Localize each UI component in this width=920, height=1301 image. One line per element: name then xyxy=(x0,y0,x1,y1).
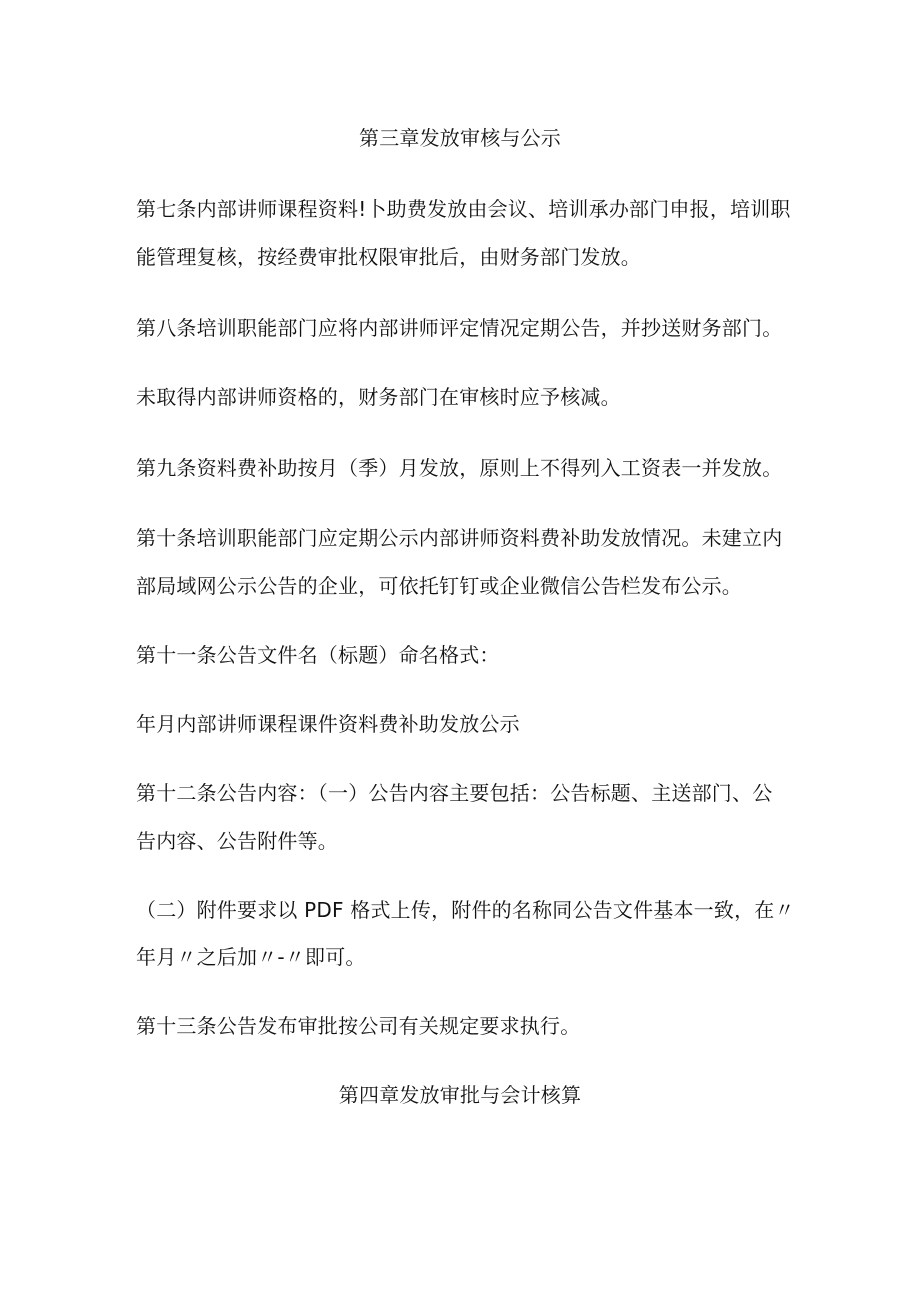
article-8-line-2: 未取得内部讲师资格的，财务部门在审核时应予核减。 xyxy=(136,385,621,409)
article-12-line-4: 年月〃之后加〃-〃即可。 xyxy=(136,945,366,969)
article-11-line-2: 年月内部讲师课程课件资料费补助发放公示 xyxy=(136,712,520,736)
article-9-line-1: 第九条资料费补助按月（季）月发放，原则上不得列入工资表一并发放。 xyxy=(136,456,783,480)
article-12-line-2: 告内容、公告附件等。 xyxy=(136,829,338,853)
chapter-3-title: 第三章发放审核与公示 xyxy=(359,126,561,150)
article-7-line-1: 第七条内部讲师课程资料!卜助费发放由会议、培训承办部门申报，培训职 xyxy=(136,197,791,221)
article-12-line-1: 第十二条公告内容：（一）公告内容主要包括：公告标题、主送部门、公 xyxy=(136,781,773,805)
article-10-line-1: 第十条培训职能部门应定期公示内部讲师资料费补助发放情况。未建立内 xyxy=(136,526,783,550)
article-11-line-1: 第十一条公告文件名（标题）命名格式： xyxy=(136,643,500,667)
article-7-line-2: 能管理复核，按经费审批权限审批后，由财务部门发放。 xyxy=(136,245,641,269)
chapter-4-title: 第四章发放审批与会计核算 xyxy=(338,1083,582,1107)
article-8-line-1: 第八条培训职能部门应将内部讲师评定情况定期公告，并抄送财务部门。 xyxy=(136,316,783,340)
article-12-line-3: （二）附件要求以 PDF 格式上传，附件的名称同公告文件基本一致，在〃 xyxy=(136,898,795,922)
article-13-line-1: 第十三条公告发布审批按公司有关规定要求执行。 xyxy=(136,1014,581,1038)
article-10-line-2: 部局域网公示公告的企业，可依托钉钉或企业微信公告栏发布公示。 xyxy=(136,574,742,598)
